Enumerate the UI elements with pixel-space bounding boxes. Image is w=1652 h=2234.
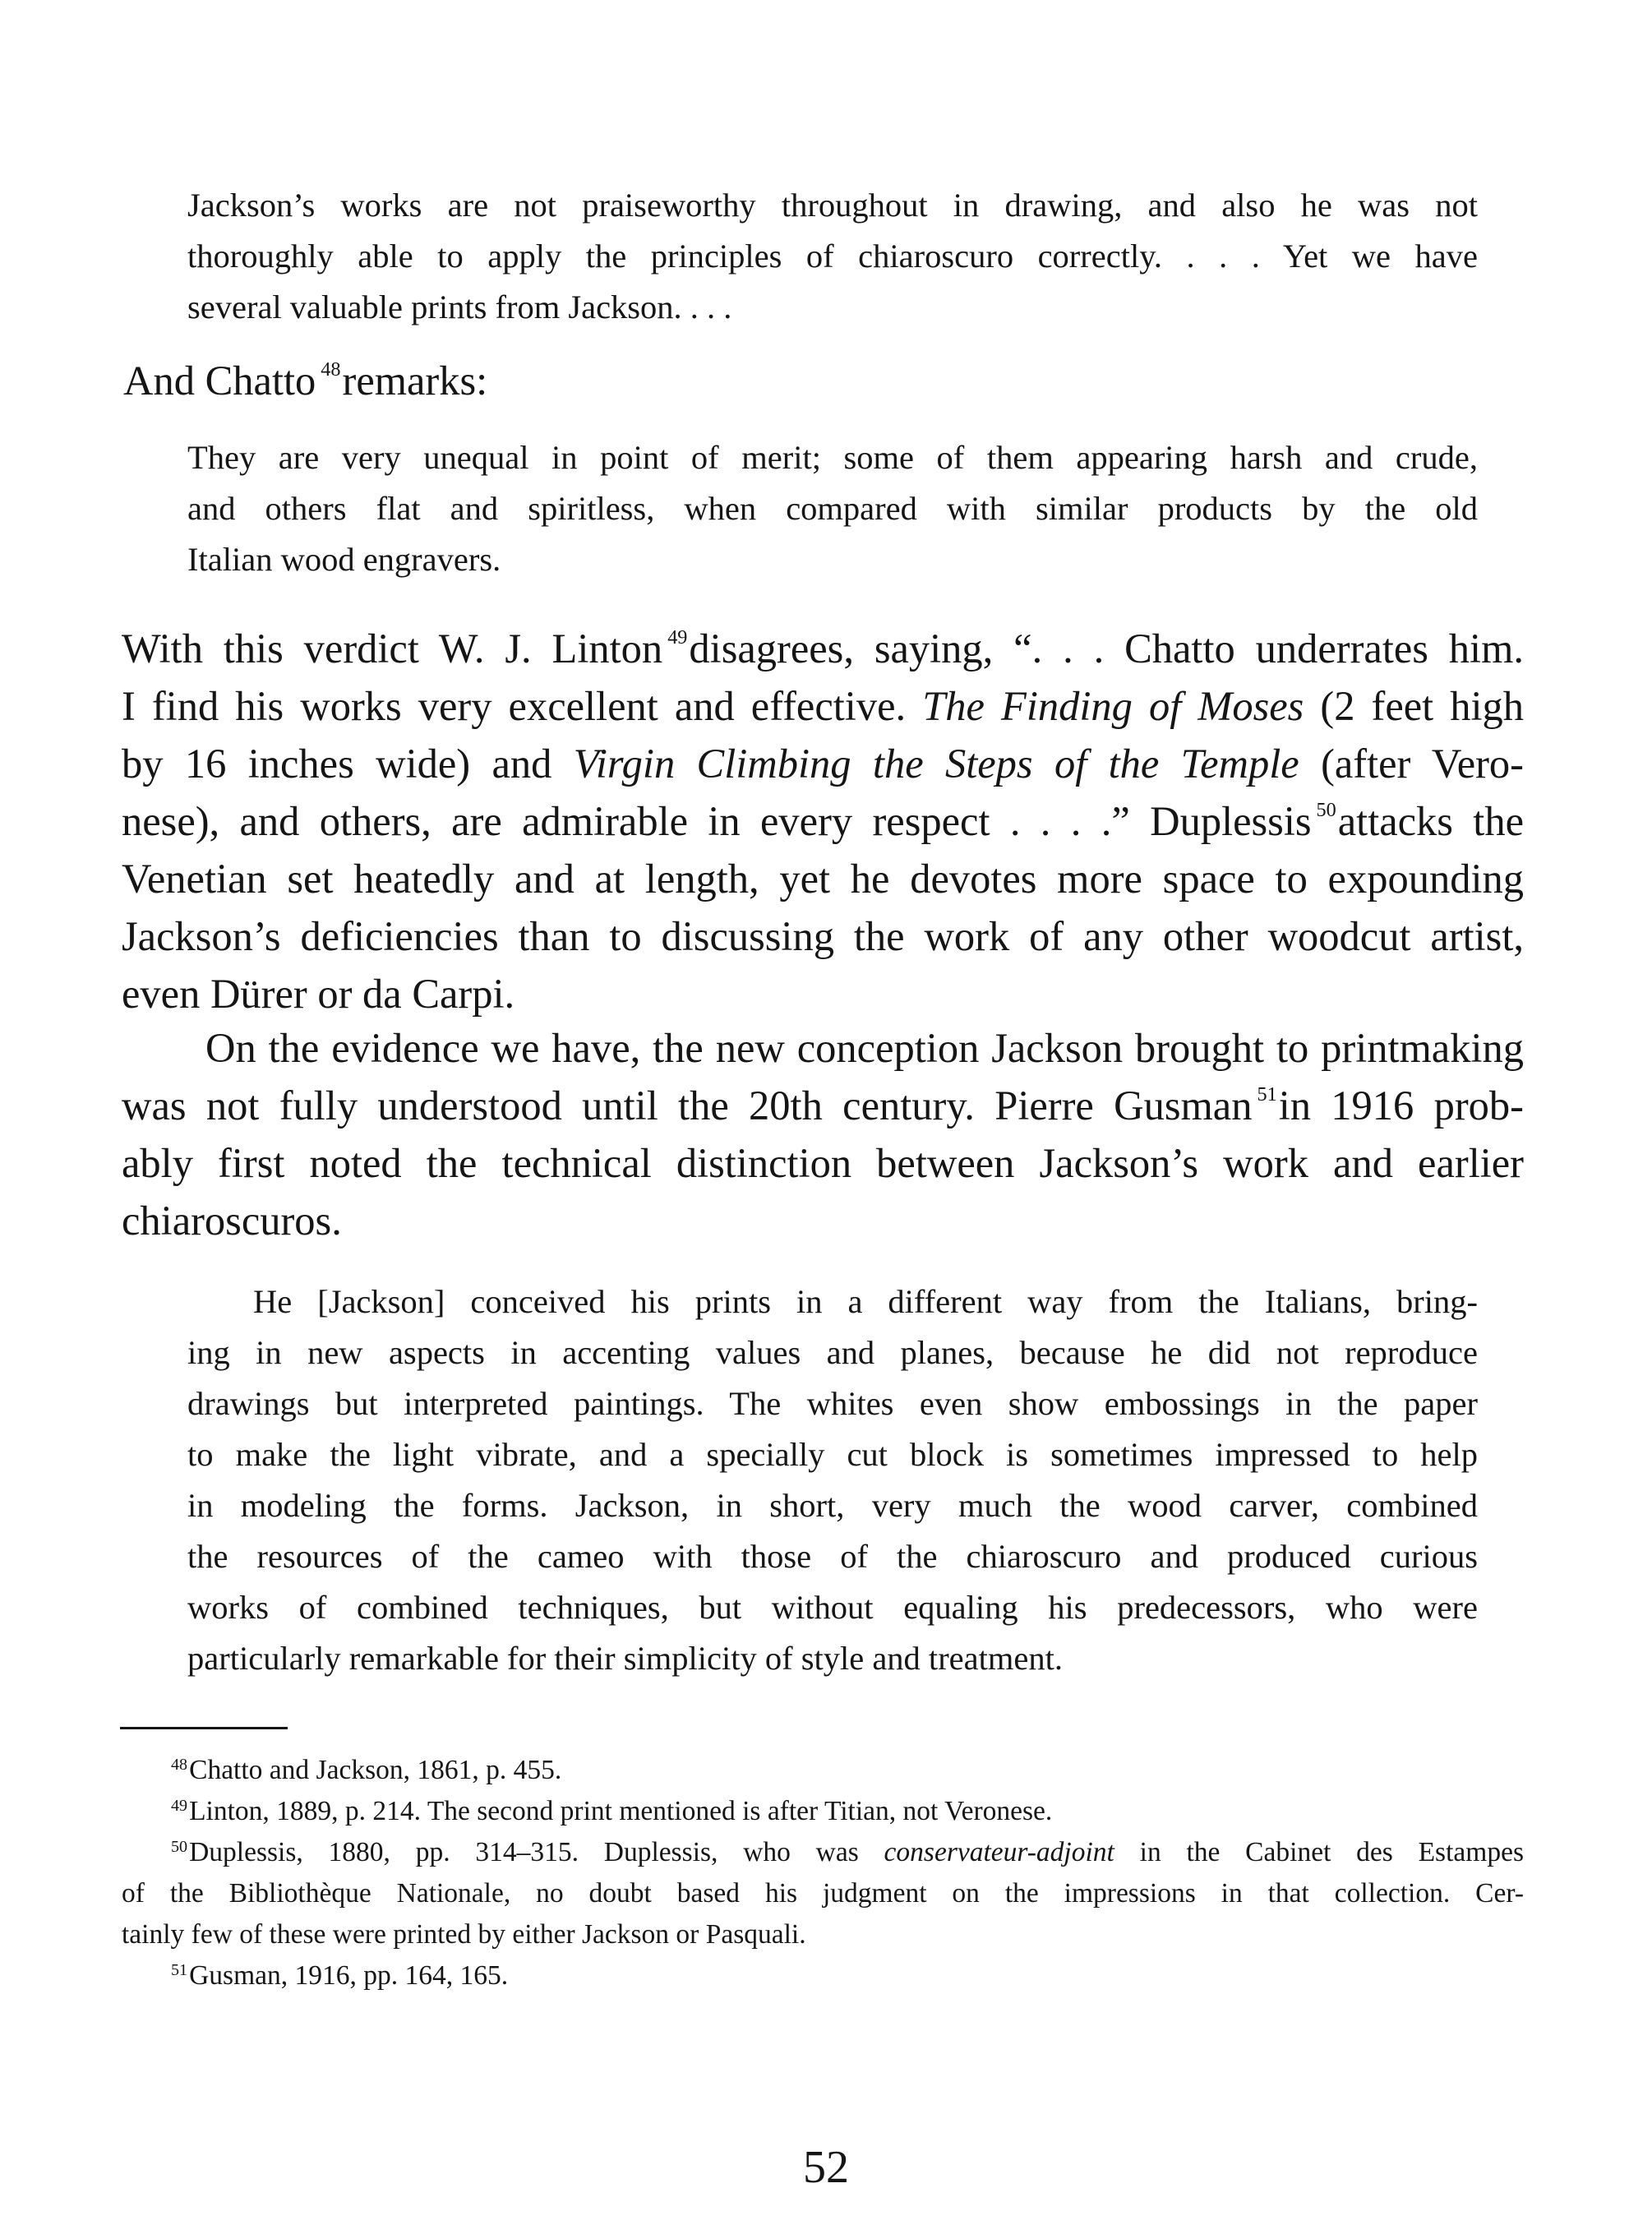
footnote-text: Chatto and Jackson, 1861, p. 455. (189, 1755, 562, 1785)
quote-line: thoroughly able to apply the principles of chiaroscuro correctly. . . . Yet we have (187, 238, 1478, 275)
paragraph-line: ably first noted the technical distinction between Jackson’s work and earlier (122, 1140, 1524, 1186)
text-run: disagrees, saying, “. . . Chatto underrates him. (689, 625, 1524, 672)
paragraph-line: even Dürer or da Carpi. (122, 971, 515, 1017)
text-run: (2 feet high (1320, 683, 1525, 729)
footnote-number: 50 (171, 1837, 188, 1856)
artwork-title-finding-of-moses: The Finding of Moses (922, 683, 1304, 729)
page-number: 52 (803, 2142, 849, 2193)
footnote-divider (120, 1727, 288, 1729)
block-quote-jackson-works (187, 180, 1478, 333)
quote-line: drawings but interpreted paintings. The whites even show embossings in the paper (187, 1385, 1478, 1422)
footnote-49 (122, 1791, 1524, 1832)
footnotes (122, 1750, 1524, 1996)
quote-line: works of combined techniques, but without equaling his predecessors, who were (187, 1589, 1478, 1626)
text-run: I find his works very excellent and effective. (122, 683, 907, 729)
text-run: With this verdict W. J. Linton (122, 625, 663, 672)
block-quote-gusman (187, 1276, 1478, 1684)
quote-line: particularly remarkable for their simplicity of style and treatment. (187, 1640, 1063, 1677)
text-run: attacks the (1337, 798, 1524, 844)
footnote-48 (122, 1750, 1524, 1791)
paragraph-line: chiaroscuros. (122, 1198, 342, 1244)
paragraph-line (122, 792, 1524, 850)
paragraph-line (122, 1019, 1524, 1077)
intro-text: And Chatto (123, 358, 316, 404)
quote-line: Italian wood engravers. (187, 541, 501, 578)
quote-line (187, 1276, 1478, 1327)
text-run: by 16 inches wide) and (122, 741, 552, 787)
quote-line: ing in new aspects in accenting values and planes, because he did not reproduce (187, 1334, 1478, 1371)
footnote-51 (122, 1955, 1524, 1996)
artwork-title-virgin-climbing: Virgin Climbing the Steps of the Temple (573, 741, 1299, 787)
footnote-ref-51: 51 (1257, 1082, 1277, 1105)
footnote-text: Gusman, 1916, pp. 164, 165. (189, 1960, 509, 1991)
footnote-text: Linton, 1889, p. 214. The second print mentioned is after Titian, not Veronese. (189, 1796, 1053, 1826)
paragraph-line (122, 677, 1524, 735)
footnote-50-line: tainly few of these were printed by either Jackson or Pasquali. (122, 1919, 806, 1950)
intro-after: remarks: (342, 358, 488, 404)
quote-line: to make the light vibrate, and a specially cut block is sometimes impressed to help (187, 1436, 1478, 1473)
footnote-number: 51 (171, 1960, 188, 1979)
text-run: in 1916 prob- (1278, 1082, 1525, 1129)
text-run: He [Jackson] conceived his prints in a different way from the Italians, bring- (253, 1283, 1478, 1320)
footnote-50-line: of the Bibliothèque Nationale, no doubt based his judgment on the impressions in that collection. Cer- (122, 1878, 1524, 1909)
quote-line: the resources of the cameo with those of the chiaroscuro and produced curious (187, 1538, 1478, 1575)
footnote-italic-term: conservateur-adjoint (884, 1837, 1114, 1867)
paragraph-line (122, 735, 1524, 792)
footnote-number: 49 (171, 1796, 188, 1815)
paragraph-line: Jackson’s deficiencies than to discussing the work of any other woodcut artist, (122, 913, 1524, 959)
text-run: (after Vero- (1321, 741, 1524, 787)
chatto-intro-line (123, 352, 1520, 409)
quote-line: in modeling the forms. Jackson, in short, very much the wood carver, combined (187, 1487, 1478, 1524)
text-run: On the evidence we have, the new conception Jackson brought to printmaking (205, 1025, 1524, 1071)
footnote-50 (122, 1832, 1524, 1873)
quote-line: They are very unequal in point of merit; some of them appearing harsh and crude, (187, 439, 1478, 476)
footnote-ref-50: 50 (1316, 798, 1336, 821)
quote-line: several valuable prints from Jackson. . . . (187, 288, 732, 325)
text-run: nese), and others, are admirable in every respect . . . .” Duplessis (122, 798, 1312, 844)
quote-line: and others flat and spiritless, when compared with similar products by the old (187, 490, 1478, 527)
text-run: was not fully understood until the 20th century. Pierre Gusman (122, 1082, 1253, 1129)
footnote-ref-48: 48 (321, 358, 341, 381)
paragraph-line: Venetian set heatedly and at length, yet he devotes more space to expounding (122, 856, 1524, 902)
block-quote-chatto (187, 432, 1478, 585)
footnote-text: in the Cabinet des Estampes (1139, 1837, 1524, 1867)
paragraph-gusman (122, 1019, 1524, 1249)
paragraph-linton (122, 620, 1524, 1022)
paragraph-line (122, 620, 1524, 677)
footnote-text: Duplessis, 1880, pp. 314–315. Duplessis, who was (189, 1837, 859, 1867)
footnote-ref-49: 49 (667, 625, 688, 649)
quote-line: Jackson’s works are not praiseworthy throughout in drawing, and also he was not (187, 187, 1478, 224)
paragraph-line (122, 1077, 1524, 1134)
footnote-number: 48 (171, 1755, 188, 1774)
